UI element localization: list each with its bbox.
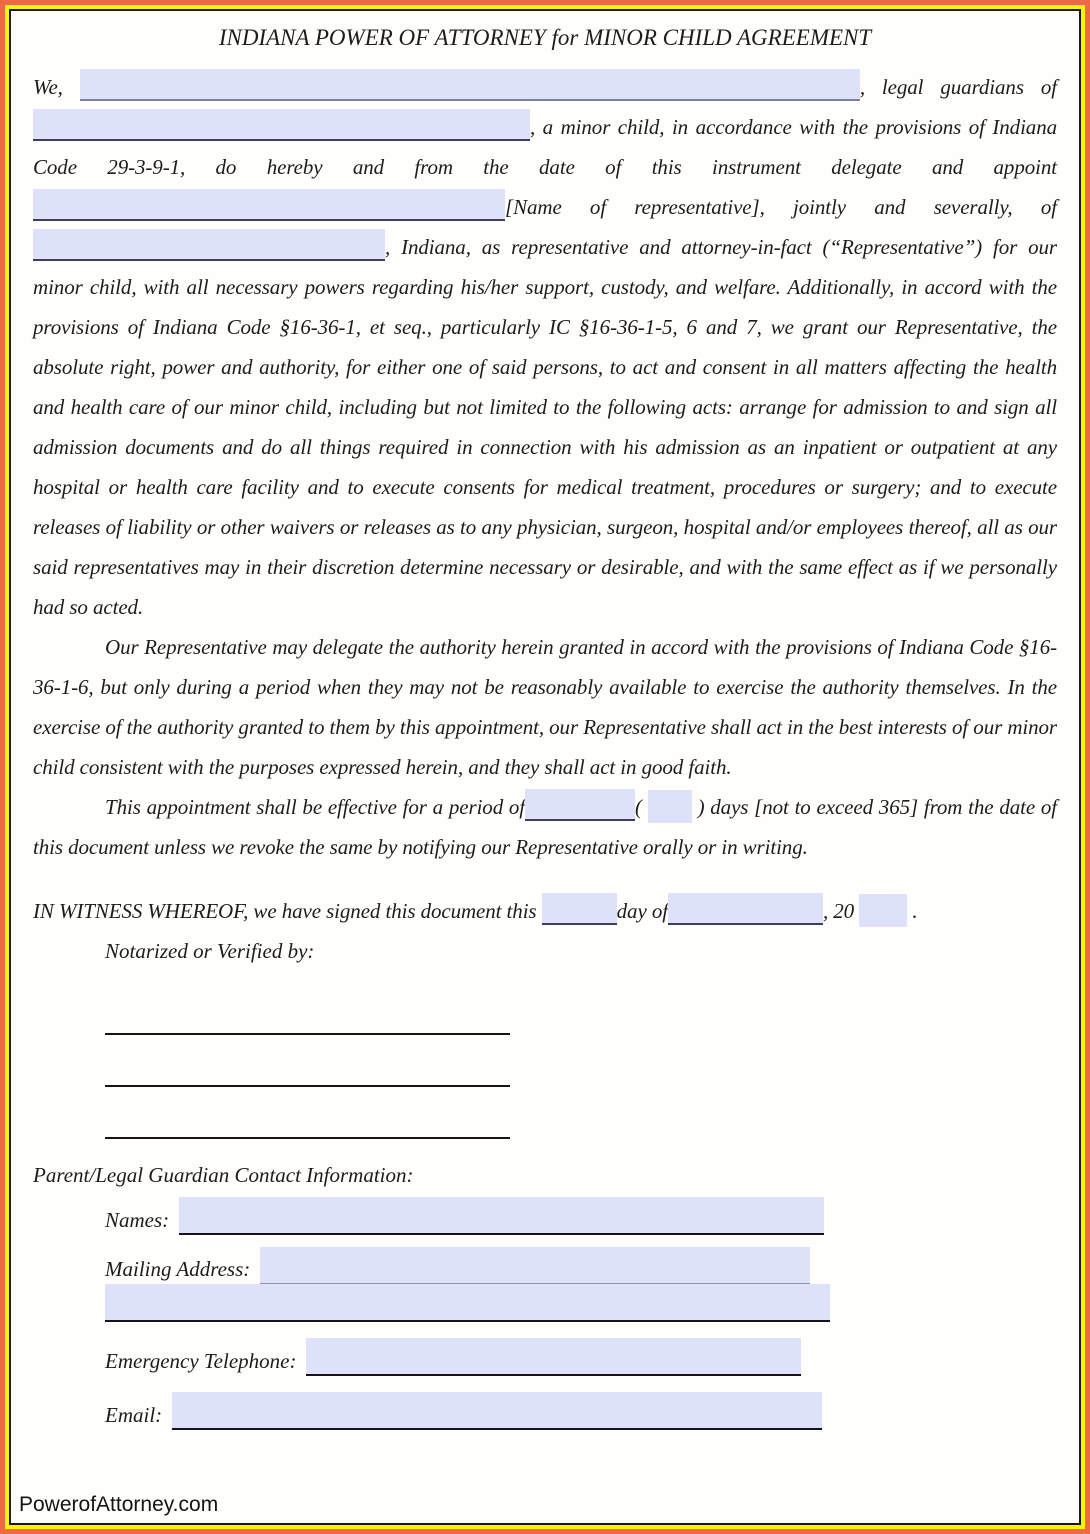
- email-label: Email:: [105, 1403, 163, 1427]
- mailing-address-row: [105, 1247, 1057, 1284]
- names-field[interactable]: [179, 1197, 824, 1235]
- signature-lines: [33, 983, 1057, 1139]
- mailing-address-label: Mailing Address:: [105, 1257, 251, 1281]
- document-title: INDIANA POWER OF ATTORNEY for MINOR CHILD AGREEMENT: [218, 25, 872, 50]
- witness-month-field[interactable]: [668, 893, 823, 925]
- representative-city-field[interactable]: [33, 229, 385, 261]
- minor-child-text: , a minor child, in accordance with the provisions of Indiana Code 29-3-9-1, do hereby and from the date of this instrument delegate and appoint: [33, 115, 1057, 179]
- emergency-telephone-field[interactable]: [306, 1338, 801, 1376]
- signature-line[interactable]: [105, 983, 510, 1035]
- witness-year-field[interactable]: [859, 894, 907, 927]
- signature-line[interactable]: [105, 1087, 510, 1139]
- mailing-address-line2-field[interactable]: [105, 1284, 830, 1322]
- email-field[interactable]: [172, 1392, 822, 1430]
- representative-name-field[interactable]: [33, 189, 505, 221]
- document-page: [9, 9, 1081, 1525]
- emergency-telephone-row: [105, 1338, 1057, 1376]
- names-label: Names:: [105, 1208, 170, 1232]
- names-row: [105, 1197, 1057, 1235]
- representative-label-text: [Name of representative], jointly and severally, of: [505, 195, 1057, 219]
- signature-line[interactable]: [105, 1035, 510, 1087]
- period-end-text: .: [912, 899, 918, 923]
- paragraph-effective-period: [33, 787, 1057, 867]
- witness-day-field[interactable]: [542, 893, 617, 925]
- powers-text: , Indiana, as representative and attorney-in-fact (“Representative”) for our minor child, with all necessary powers regarding his/her support, custody, and welfare. Additionally, in accord with the provisions of Indiana Code §16-36-1, et seq., particularly IC §16-36-1-5, 6 and 7, we grant our Representative, the absolute right, power and authority, for either one of said persons, to act and consent in all matters affecting the health and health care of our minor child, including but not limited to the following acts: arrange for admission to and sign all admission documents and do all things required in connection with his admission as an inpatient or outpatient at any hospital or health care facility and to execute consents for medical treatment, procedures or surgery; and to execute releases of liability or other waivers or releases as to any physician, surgeon, hospital and/or employees thereof, all as our said representatives may in their discretion determine necessary or desirable, and with the same effect as if we personally had so acted.: [33, 235, 1057, 619]
- day-of-text: day of: [616, 899, 668, 923]
- site-watermark: PowerofAttorney.com: [19, 1493, 219, 1516]
- paragraph-delegation: [33, 67, 1057, 627]
- open-paren-text: (: [635, 795, 642, 819]
- minor-child-name-field[interactable]: [33, 109, 530, 141]
- not-to-exceed-text: ) days [not to exceed 365] from the date of this document unless we revoke the same by notifying our Representative orally or in writing.: [33, 795, 1058, 859]
- email-row: [105, 1392, 1057, 1430]
- notarized-label: Notarized or Verified by:: [105, 939, 315, 963]
- paragraph-witness: [33, 891, 1057, 931]
- emergency-telephone-label: Emergency Telephone:: [105, 1349, 297, 1373]
- contact-section-heading: Parent/Legal Guardian Contact Information:: [33, 1163, 414, 1187]
- year-prefix-text: , 20: [822, 899, 855, 923]
- we-prefix-text: We,: [33, 75, 63, 99]
- mailing-address-field[interactable]: [260, 1247, 810, 1284]
- paragraph-delegate-authority: Our Representative may delegate the authority herein granted in accord with the provisions of Indiana Code §16-36-1-6, but only during a period when they may not be reasonably available to exercise the authority themselves. In the exercise of the authority granted to them by this appointment, our Representative shall act in the best interests of our minor child consistent with the purposes expressed herein, and they shall act in good faith.: [33, 635, 1057, 779]
- witness-whereof-text: IN WITNESS WHEREOF, we have signed this document this: [33, 899, 537, 923]
- effective-period-text: This appointment shall be effective for a period of: [105, 795, 526, 819]
- period-days-field[interactable]: [525, 789, 635, 821]
- page-frame-yellow: [5, 5, 1085, 1529]
- period-days-numeric-field[interactable]: [648, 790, 692, 823]
- guardian-names-field[interactable]: [80, 69, 860, 101]
- guardians-suffix-text: , legal guardians of: [859, 75, 1057, 99]
- document-content: [11, 11, 1079, 1523]
